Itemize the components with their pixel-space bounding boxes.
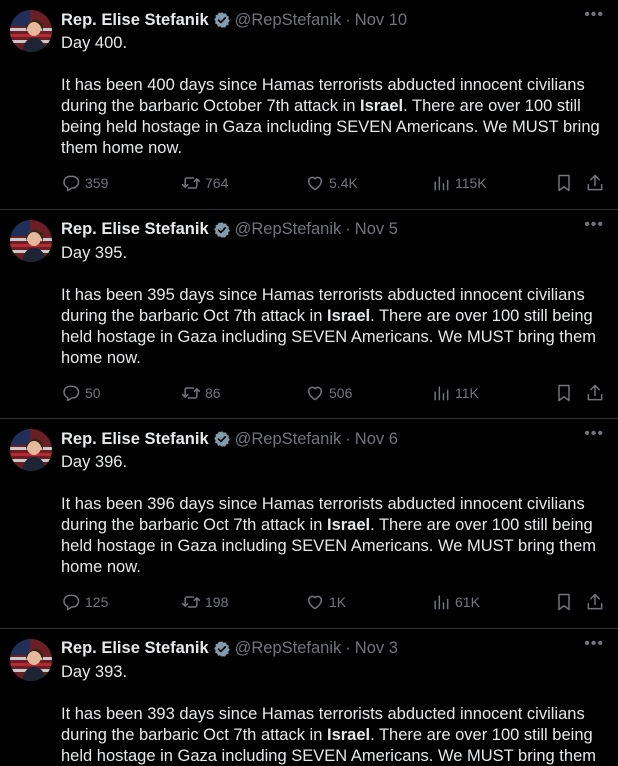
heart-icon: [305, 592, 325, 612]
bookmark-button[interactable]: [554, 171, 578, 195]
avatar[interactable]: [10, 429, 52, 471]
retweet-button[interactable]: [181, 381, 221, 405]
avatar[interactable]: [10, 220, 52, 262]
reply-button[interactable]: [61, 171, 108, 195]
author-name[interactable]: Rep. Elise Stefanik: [61, 429, 209, 448]
tweet-header: [61, 219, 398, 241]
share-icon: [585, 592, 605, 612]
retweet-icon: [181, 592, 201, 612]
verified-badge-icon: [213, 11, 231, 29]
reply-icon: [61, 383, 81, 403]
tweet-text-segment: It has been 396 days since Hamas terrorists abducted innocent civilians during the barbaric Oct 7th attack in: [61, 495, 585, 534]
tweet-date[interactable]: Nov 10: [354, 10, 408, 29]
author-handle[interactable]: @RepStefanik: [234, 429, 342, 448]
tweet[interactable]: [0, 419, 618, 629]
tweet-header: [61, 638, 398, 660]
more-icon[interactable]: •••: [584, 425, 604, 442]
heart-icon: [305, 383, 325, 403]
reply-icon: [61, 173, 81, 193]
separator-dot: ·: [345, 220, 351, 238]
reply-count: 50: [85, 384, 101, 401]
hashtag-link[interactable]: Israel: [326, 516, 371, 534]
hashtag-link[interactable]: Israel: [360, 97, 404, 115]
tweet-paragraph: [61, 75, 601, 159]
share-button[interactable]: [585, 381, 609, 405]
share-icon: [585, 173, 605, 193]
separator-dot: ·: [345, 10, 351, 29]
retweet-count: 86: [205, 384, 221, 401]
tweet-line-1: Day 393.: [61, 662, 128, 681]
tweet-paragraph: [61, 704, 601, 766]
tweet-header: [61, 9, 407, 31]
tweet-paragraph: [61, 285, 601, 369]
hashtag-link[interactable]: Israel: [326, 725, 371, 744]
bookmark-button[interactable]: [554, 381, 578, 405]
tweet-text-segment: . There are over 100 still being held hostage in Gaza including SEVEN Americans. We MUST bring them home now.: [61, 97, 600, 157]
view-count: 11K: [455, 384, 479, 401]
bookmark-button[interactable]: [554, 590, 578, 614]
tweet-text: [61, 243, 601, 369]
author-handle[interactable]: @RepStefanik: [234, 220, 342, 238]
like-button[interactable]: [305, 171, 358, 195]
avatar[interactable]: [10, 639, 52, 681]
views-button[interactable]: [431, 590, 480, 614]
tweet-text: [61, 33, 601, 159]
bookmark-icon: [554, 592, 574, 612]
tweet-text-segment: It has been 400 days since Hamas terrorists abducted innocent civilians during the barbaric October 7th attack in: [61, 76, 585, 115]
retweet-count: 764: [205, 175, 229, 191]
tweet-date[interactable]: Nov 5: [354, 220, 398, 238]
tweet-header: [61, 428, 398, 450]
author-handle[interactable]: @RepStefanik: [234, 10, 342, 29]
views-button[interactable]: [431, 381, 479, 405]
separator-dot: ·: [345, 429, 351, 448]
tweet-text-segment: . There are over 100 still being held hostage in Gaza including SEVEN Americans. We MUST bring them home now.: [61, 306, 596, 367]
verified-badge-icon: [213, 640, 231, 658]
more-icon[interactable]: •••: [584, 215, 604, 233]
like-button[interactable]: [305, 590, 346, 614]
share-button[interactable]: [585, 171, 609, 195]
views-button[interactable]: [431, 171, 487, 195]
heart-icon: [305, 173, 325, 193]
author-name[interactable]: Rep. Elise Stefanik: [61, 220, 209, 238]
like-count: 1K: [329, 594, 347, 610]
tweet-text-segment: It has been 395 days since Hamas terrorists abducted innocent civilians during the barbaric Oct 7th attack in: [61, 285, 585, 325]
tweet-text-segment: It has been 393 days since Hamas terrorists abducted innocent civilians during the barbaric Oct 7th attack in: [61, 704, 585, 744]
tweet-actions: [61, 590, 609, 614]
separator-dot: ·: [345, 639, 351, 657]
reply-count: 125: [85, 594, 109, 610]
verified-badge-icon: [213, 221, 231, 239]
avatar[interactable]: [10, 10, 52, 52]
hashtag-link[interactable]: Israel: [326, 306, 371, 325]
tweet-text-segment: . There are over 100 still being held hostage in Gaza including SEVEN Americans. We MUST bring them: [61, 725, 596, 765]
bookmark-icon: [554, 383, 574, 403]
author-name[interactable]: Rep. Elise Stefanik: [61, 639, 209, 657]
tweet-actions: [61, 381, 609, 405]
tweet-paragraph: [61, 494, 601, 578]
views-icon: [431, 383, 451, 403]
tweet[interactable]: [0, 0, 618, 210]
like-count: 506: [329, 384, 353, 401]
verified-badge-icon: [213, 430, 231, 448]
views-icon: [431, 173, 451, 193]
tweet-date[interactable]: Nov 6: [354, 429, 398, 448]
retweet-icon: [181, 383, 201, 403]
tweet-line-1: Day 400.: [61, 34, 128, 52]
retweet-count: 198: [205, 594, 229, 610]
reply-button[interactable]: [61, 381, 101, 405]
reply-icon: [61, 592, 81, 612]
share-icon: [585, 383, 605, 403]
tweet[interactable]: [0, 629, 618, 766]
bookmark-icon: [554, 173, 574, 193]
retweet-icon: [181, 173, 201, 193]
tweet-actions: [61, 171, 609, 195]
tweet-text: [61, 662, 601, 766]
reply-count: 359: [85, 175, 109, 191]
view-count: 115K: [455, 175, 487, 191]
reply-button[interactable]: [61, 590, 108, 614]
more-icon[interactable]: •••: [584, 634, 604, 652]
views-icon: [431, 592, 451, 612]
view-count: 61K: [455, 594, 480, 610]
share-button[interactable]: [585, 590, 609, 614]
retweet-button[interactable]: [181, 590, 228, 614]
tweet[interactable]: [0, 210, 618, 420]
tweet-text-segment: . There are over 100 still being held hostage in Gaza including SEVEN Americans. We MUST bring them home now.: [61, 516, 596, 576]
tweet-text: [61, 452, 601, 578]
tweet-date[interactable]: Nov 3: [354, 639, 398, 657]
retweet-button[interactable]: [181, 171, 228, 195]
author-handle[interactable]: @RepStefanik: [234, 639, 342, 657]
like-count: 5.4K: [329, 175, 358, 191]
tweet-line-1: Day 395.: [61, 243, 128, 262]
tweet-line-1: Day 396.: [61, 453, 128, 471]
author-name[interactable]: Rep. Elise Stefanik: [61, 10, 209, 29]
more-icon[interactable]: •••: [584, 6, 604, 23]
like-button[interactable]: [305, 381, 352, 405]
